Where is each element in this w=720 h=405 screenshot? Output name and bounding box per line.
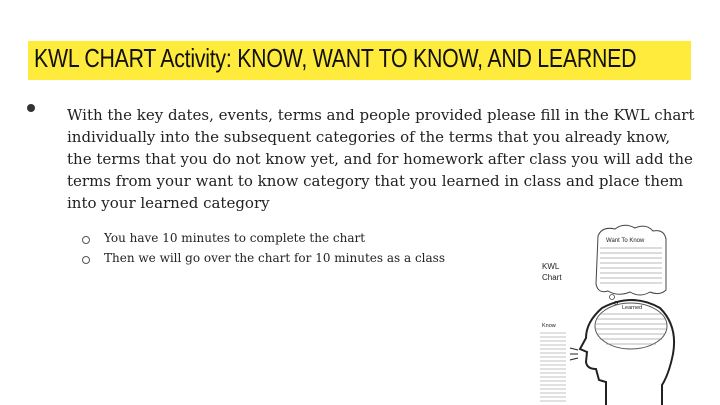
want-to-know-label: Want To Know <box>606 238 645 244</box>
thought-cloud-icon <box>596 225 666 295</box>
hollow-bullet-icon <box>82 256 90 264</box>
speech-lines-icon <box>570 348 578 360</box>
instructions-text: With the key dates, events, terms and people provided please fill in the KWL chart individually into the subsequent categories of the terms that you already know, the terms that you do not know yet, and for homework after class you will add the terms from your want to know category that you learned in class and place them into your learned category <box>67 106 695 212</box>
slide-title: KWL CHART Activity: KNOW, WANT TO KNOW, AND LEARNED <box>34 43 637 73</box>
know-label: Know <box>542 323 556 329</box>
sub-bullet <box>82 251 552 271</box>
chart-label: Chart <box>542 273 562 282</box>
sub-bullet-text: You have 10 minutes to complete the chart <box>104 231 366 245</box>
hollow-bullet-icon <box>82 236 90 244</box>
learned-label: Learned <box>622 305 643 311</box>
kwl-head-illustration <box>520 222 700 405</box>
sub-bullet <box>82 231 552 251</box>
sub-bullet-text: Then we will go over the chart for 10 minutes as a class <box>104 251 445 265</box>
bullet-dot-icon <box>27 104 35 112</box>
kwl-label: KWL <box>542 262 560 271</box>
title-highlight <box>28 41 691 80</box>
